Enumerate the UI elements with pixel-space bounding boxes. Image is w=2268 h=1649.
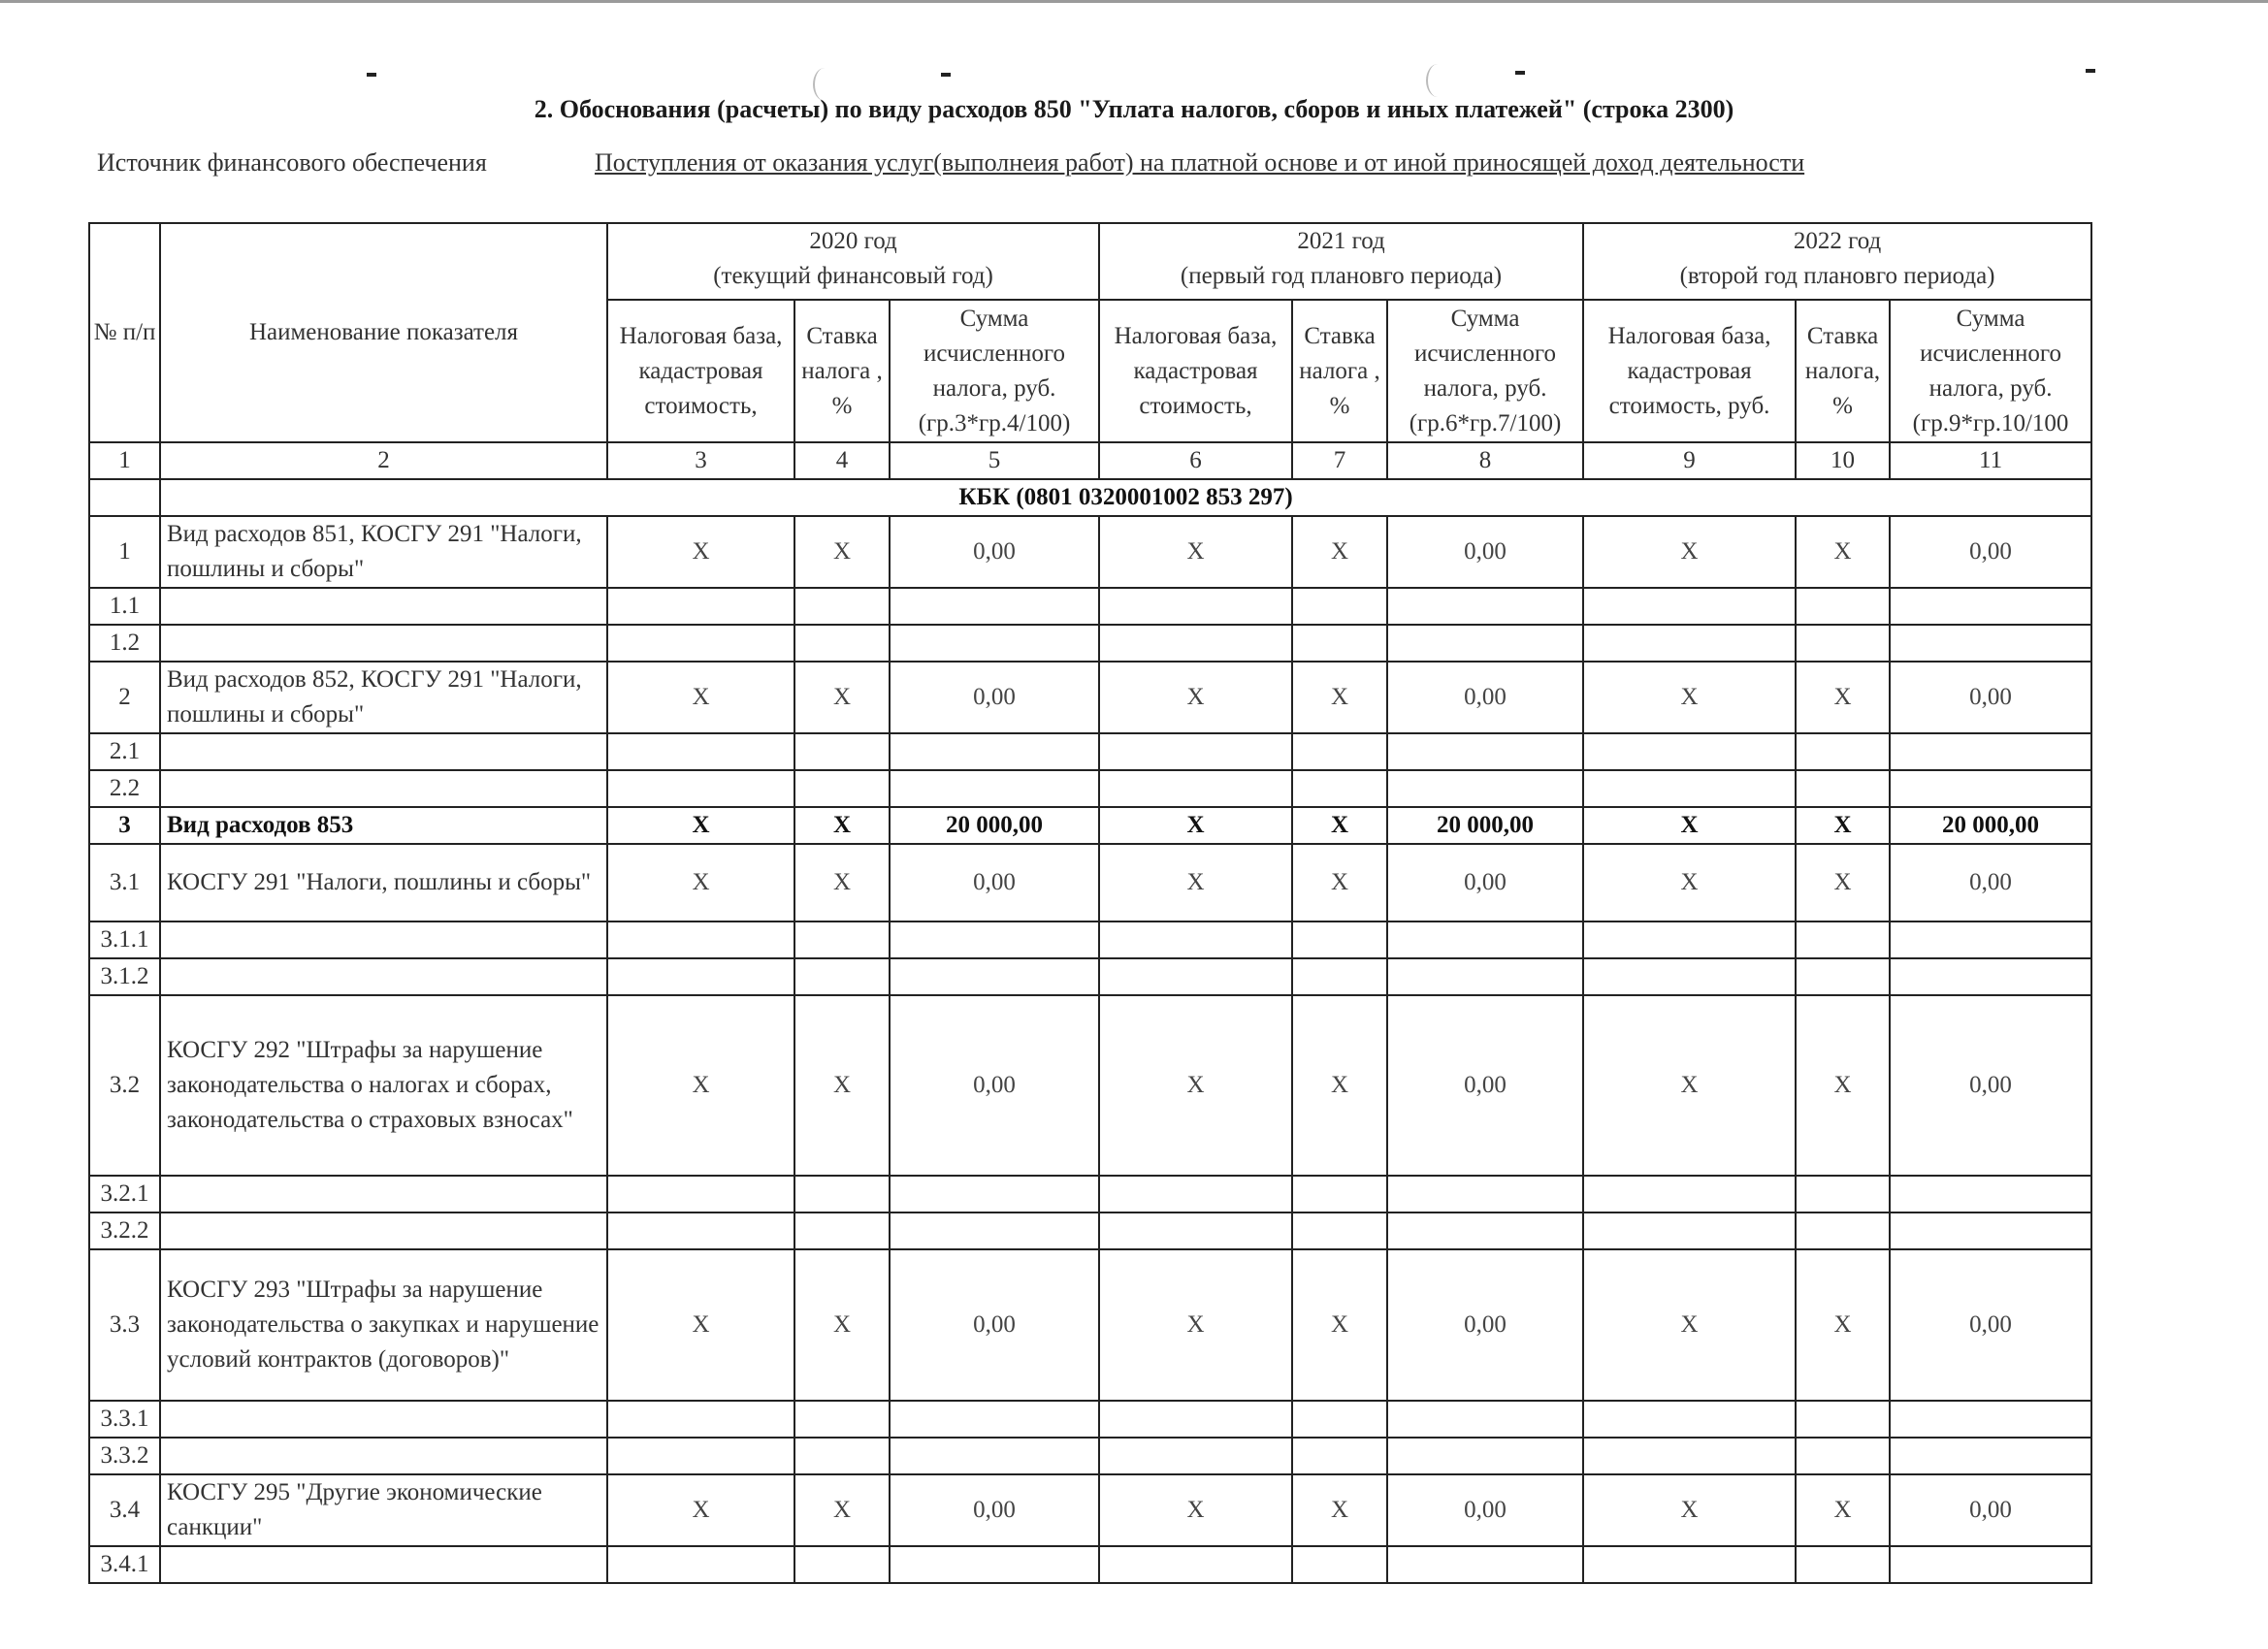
table-row [89, 516, 2091, 588]
column-number: 3 [607, 442, 794, 479]
value-cell [1292, 1212, 1387, 1249]
column-number: 4 [794, 442, 890, 479]
indicator-name: Вид расходов 853 [160, 807, 607, 844]
column-number: 11 [1890, 442, 2091, 479]
value-cell: X [794, 807, 890, 844]
table-row [89, 1401, 2091, 1438]
value-cell: 0,00 [1387, 516, 1583, 588]
value-cell [1099, 1212, 1292, 1249]
indicator-name [160, 588, 607, 625]
table-row [89, 1249, 2091, 1401]
value-cell: X [1583, 1474, 1796, 1546]
value-cell [1387, 588, 1583, 625]
value-cell: X [794, 516, 890, 588]
value-cell [1099, 733, 1292, 770]
value-cell [794, 625, 890, 662]
value-cell: X [1583, 516, 1796, 588]
header-tax-rate: Ставка налога, % [1796, 300, 1890, 442]
row-number: 3.4 [89, 1474, 160, 1546]
header-tax-sum: Сумма исчисленного налога, руб. (гр.6*гр.7/100) [1387, 300, 1583, 442]
value-cell [890, 1176, 1099, 1212]
value-cell [1292, 770, 1387, 807]
value-cell [890, 770, 1099, 807]
scan-mark [367, 73, 376, 77]
value-cell [1292, 1176, 1387, 1212]
value-cell: 0,00 [890, 844, 1099, 922]
value-cell [1583, 1438, 1796, 1474]
value-cell: 0,00 [1890, 1249, 2091, 1401]
value-cell: X [1583, 844, 1796, 922]
value-cell: 0,00 [1890, 516, 2091, 588]
header-num: № п/п [89, 223, 160, 442]
value-cell: X [794, 995, 890, 1176]
value-cell [1387, 958, 1583, 995]
value-cell [1796, 1212, 1890, 1249]
value-cell [1583, 625, 1796, 662]
kbk-code: КБК (0801 0320001002 853 297) [160, 479, 2091, 516]
value-cell [794, 588, 890, 625]
value-cell [890, 1212, 1099, 1249]
table-row [89, 1212, 2091, 1249]
value-cell [607, 1546, 794, 1583]
value-cell [1292, 733, 1387, 770]
value-cell [1890, 922, 2091, 958]
value-cell: X [607, 1474, 794, 1546]
value-cell: X [607, 807, 794, 844]
table-row [89, 733, 2091, 770]
value-cell: X [1796, 516, 1890, 588]
value-cell: X [1583, 995, 1796, 1176]
value-cell [1890, 1546, 2091, 1583]
value-cell: 20 000,00 [890, 807, 1099, 844]
value-cell [1387, 733, 1583, 770]
value-cell: 0,00 [1387, 995, 1583, 1176]
value-cell: X [1796, 1249, 1890, 1401]
indicator-name [160, 625, 607, 662]
year-subtitle: (второй год плановго периода) [1679, 263, 1995, 289]
value-cell: 0,00 [1890, 995, 2091, 1176]
value-cell: X [1796, 844, 1890, 922]
table-row [89, 1176, 2091, 1212]
value-cell [1890, 1176, 2091, 1212]
value-cell [1890, 1212, 2091, 1249]
value-cell: 0,00 [890, 1249, 1099, 1401]
value-cell: 0,00 [1387, 662, 1583, 733]
indicator-name [160, 733, 607, 770]
value-cell [1583, 770, 1796, 807]
value-cell [1099, 588, 1292, 625]
value-cell: X [1099, 995, 1292, 1176]
column-number: 10 [1796, 442, 1890, 479]
value-cell [1099, 770, 1292, 807]
funding-source-value: Поступления от оказания услуг(выполнеия работ) на платной основе и от иной приносящей доход деятельности [595, 148, 1805, 177]
value-cell: X [1796, 807, 1890, 844]
document-title: 2. Обоснования (расчеты) по виду расходов 850 "Уплата налогов, сборов и иных платежей" (строка 2300) [534, 95, 1734, 123]
value-cell [1292, 588, 1387, 625]
year-title: 2020 год [809, 228, 897, 254]
value-cell [1292, 625, 1387, 662]
table-row [89, 844, 2091, 922]
column-number: 2 [160, 442, 607, 479]
value-cell [890, 1438, 1099, 1474]
year-subtitle: (текущий финансовый год) [713, 263, 993, 289]
value-cell: X [1796, 662, 1890, 733]
table-row [89, 1474, 2091, 1546]
value-cell: X [1099, 807, 1292, 844]
funding-source-label: Источник финансового обеспечения [97, 148, 487, 177]
value-cell [1890, 625, 2091, 662]
indicator-name [160, 1401, 607, 1438]
value-cell [607, 588, 794, 625]
value-cell: X [1099, 1474, 1292, 1546]
indicator-name: КОСГУ 295 "Другие экономические санкции" [160, 1474, 607, 1546]
value-cell: X [1583, 662, 1796, 733]
value-cell: X [1099, 516, 1292, 588]
value-cell: X [1292, 807, 1387, 844]
value-cell [1292, 1401, 1387, 1438]
row-number: 3.2 [89, 995, 160, 1176]
table-row [89, 662, 2091, 733]
indicator-name: КОСГУ 291 "Налоги, пошлины и сборы" [160, 844, 607, 922]
value-cell [1387, 625, 1583, 662]
value-cell: X [1583, 1249, 1796, 1401]
value-cell: X [1292, 995, 1387, 1176]
scan-mark [1515, 71, 1525, 75]
value-cell: X [794, 844, 890, 922]
value-cell [1583, 1176, 1796, 1212]
value-cell [1890, 958, 2091, 995]
value-cell [1890, 770, 2091, 807]
value-cell [1796, 770, 1890, 807]
header-year-2022 [1583, 223, 2091, 300]
row-number: 2.1 [89, 733, 160, 770]
value-cell: X [1292, 1474, 1387, 1546]
row-number: 3.1.2 [89, 958, 160, 995]
kbk-spacer [89, 479, 160, 516]
value-cell: X [1796, 1474, 1890, 1546]
table-body [89, 516, 2091, 1583]
value-cell [1796, 922, 1890, 958]
value-cell: 0,00 [1890, 1474, 2091, 1546]
indicator-name: Вид расходов 852, КОСГУ 291 "Налоги, пошлины и сборы" [160, 662, 607, 733]
table-row [89, 1546, 2091, 1583]
column-number: 9 [1583, 442, 1796, 479]
header-tax-base: Налоговая база, кадастровая стоимость, [607, 300, 794, 442]
header-tax-rate: Ставка налога , % [794, 300, 890, 442]
column-number: 1 [89, 442, 160, 479]
value-cell: 0,00 [1387, 1249, 1583, 1401]
value-cell [1099, 1546, 1292, 1583]
value-cell: X [607, 1249, 794, 1401]
row-number: 3.1 [89, 844, 160, 922]
header-year-2021 [1099, 223, 1583, 300]
value-cell: 20 000,00 [1890, 807, 2091, 844]
row-number: 3.3.2 [89, 1438, 160, 1474]
value-cell: X [794, 662, 890, 733]
scan-artifact [1426, 64, 1449, 97]
row-number: 2.2 [89, 770, 160, 807]
year-subtitle: (первый год плановго периода) [1180, 263, 1503, 289]
row-number: 1.1 [89, 588, 160, 625]
value-cell [607, 1401, 794, 1438]
value-cell [1387, 1176, 1583, 1212]
table-row [89, 995, 2091, 1176]
value-cell [1099, 922, 1292, 958]
value-cell [1796, 1176, 1890, 1212]
value-cell [794, 1438, 890, 1474]
indicator-name: КОСГУ 293 "Штрафы за нарушение законодательства о закупках и нарушение условий контрактов (договоров)" [160, 1249, 607, 1401]
value-cell [1099, 1438, 1292, 1474]
value-cell: 0,00 [1890, 844, 2091, 922]
value-cell: 0,00 [1387, 1474, 1583, 1546]
value-cell: X [1099, 662, 1292, 733]
value-cell [794, 958, 890, 995]
table-row [89, 922, 2091, 958]
value-cell [1583, 588, 1796, 625]
value-cell [1099, 1176, 1292, 1212]
value-cell [1583, 958, 1796, 995]
value-cell: X [794, 1474, 890, 1546]
value-cell: X [1796, 995, 1890, 1176]
value-cell [1796, 1546, 1890, 1583]
value-cell [1099, 1401, 1292, 1438]
value-cell: X [607, 995, 794, 1176]
indicator-name [160, 958, 607, 995]
header-year-2020 [607, 223, 1099, 300]
scan-mark [941, 73, 951, 77]
value-cell [1292, 958, 1387, 995]
value-cell [607, 958, 794, 995]
value-cell: X [607, 662, 794, 733]
value-cell: 0,00 [890, 662, 1099, 733]
value-cell: 20 000,00 [1387, 807, 1583, 844]
header-name: Наименование показателя [160, 223, 607, 442]
value-cell [1099, 958, 1292, 995]
value-cell [794, 922, 890, 958]
indicator-name: Вид расходов 851, КОСГУ 291 "Налоги, пошлины и сборы" [160, 516, 607, 588]
value-cell: X [1292, 1249, 1387, 1401]
value-cell [1387, 1212, 1583, 1249]
value-cell [1387, 770, 1583, 807]
table-row [89, 770, 2091, 807]
value-cell: 0,00 [890, 1474, 1099, 1546]
value-cell [1796, 1401, 1890, 1438]
row-number: 3.1.1 [89, 922, 160, 958]
value-cell [607, 922, 794, 958]
table-row [89, 625, 2091, 662]
value-cell: X [794, 1249, 890, 1401]
value-cell [1796, 625, 1890, 662]
value-cell [1387, 922, 1583, 958]
value-cell [794, 1212, 890, 1249]
table-row [89, 958, 2091, 995]
row-number: 3.3 [89, 1249, 160, 1401]
scan-mark [2086, 69, 2095, 73]
value-cell [890, 625, 1099, 662]
value-cell [794, 770, 890, 807]
value-cell [1583, 1401, 1796, 1438]
value-cell [1890, 733, 2091, 770]
indicator-name [160, 1176, 607, 1212]
value-cell [607, 1176, 794, 1212]
value-cell [1890, 1438, 2091, 1474]
scan-edge [0, 0, 2268, 3]
indicator-name [160, 1546, 607, 1583]
indicator-name [160, 1438, 607, 1474]
value-cell [607, 1212, 794, 1249]
year-title: 2021 год [1297, 228, 1385, 254]
indicator-name [160, 1212, 607, 1249]
value-cell: X [1292, 844, 1387, 922]
indicator-name [160, 922, 607, 958]
row-number: 3 [89, 807, 160, 844]
funding-source-row [97, 148, 1804, 178]
value-cell: X [607, 844, 794, 922]
value-cell [794, 1546, 890, 1583]
value-cell [1890, 588, 2091, 625]
value-cell [1387, 1401, 1583, 1438]
value-cell: X [1099, 844, 1292, 922]
table-row [89, 807, 2091, 844]
value-cell: X [1099, 1249, 1292, 1401]
value-cell: 0,00 [890, 995, 1099, 1176]
value-cell [1292, 1438, 1387, 1474]
value-cell: 0,00 [1387, 844, 1583, 922]
row-number: 1.2 [89, 625, 160, 662]
row-number: 3.4.1 [89, 1546, 160, 1583]
value-cell: X [1292, 662, 1387, 733]
value-cell [1099, 625, 1292, 662]
value-cell: X [1583, 807, 1796, 844]
value-cell: X [607, 516, 794, 588]
value-cell [890, 1401, 1099, 1438]
value-cell: 0,00 [1890, 662, 2091, 733]
tax-calculation-table [88, 222, 2092, 1584]
value-cell [890, 588, 1099, 625]
value-cell [1387, 1546, 1583, 1583]
value-cell: X [1292, 516, 1387, 588]
row-number: 3.2.1 [89, 1176, 160, 1212]
year-title: 2022 год [1793, 228, 1882, 254]
value-cell [1292, 922, 1387, 958]
value-cell [1890, 1401, 2091, 1438]
value-cell [1387, 1438, 1583, 1474]
value-cell [890, 1546, 1099, 1583]
value-cell [607, 733, 794, 770]
row-number: 2 [89, 662, 160, 733]
table-row [89, 1438, 2091, 1474]
header-tax-sum: Сумма исчисленного налога, руб. (гр.3*гр.4/100) [890, 300, 1099, 442]
value-cell [890, 958, 1099, 995]
header-tax-sum: Сумма исчисленного налога, руб. (гр.9*гр.10/100 [1890, 300, 2091, 442]
row-number: 1 [89, 516, 160, 588]
value-cell [1292, 1546, 1387, 1583]
indicator-name: КОСГУ 292 "Штрафы за нарушение законодательства о налогах и сборах, законодательства о страховых взносах" [160, 995, 607, 1176]
value-cell [1583, 922, 1796, 958]
value-cell [607, 1438, 794, 1474]
value-cell [607, 770, 794, 807]
value-cell [1583, 733, 1796, 770]
column-number: 8 [1387, 442, 1583, 479]
value-cell [1796, 958, 1890, 995]
value-cell [607, 625, 794, 662]
value-cell [794, 1176, 890, 1212]
table-row [89, 588, 2091, 625]
value-cell [794, 1401, 890, 1438]
row-number: 3.2.2 [89, 1212, 160, 1249]
value-cell [1583, 1212, 1796, 1249]
value-cell [794, 733, 890, 770]
header-tax-base: Налоговая база, кадастровая стоимость, руб. [1583, 300, 1796, 442]
column-number: 7 [1292, 442, 1387, 479]
value-cell [1796, 588, 1890, 625]
indicator-name [160, 770, 607, 807]
value-cell: 0,00 [890, 516, 1099, 588]
header-tax-base: Налоговая база, кадастровая стоимость, [1099, 300, 1292, 442]
row-number: 3.3.1 [89, 1401, 160, 1438]
value-cell [890, 733, 1099, 770]
column-number: 5 [890, 442, 1099, 479]
value-cell [1796, 1438, 1890, 1474]
value-cell [890, 922, 1099, 958]
value-cell [1796, 733, 1890, 770]
header-tax-rate: Ставка налога , % [1292, 300, 1387, 442]
column-number: 6 [1099, 442, 1292, 479]
value-cell [1583, 1546, 1796, 1583]
